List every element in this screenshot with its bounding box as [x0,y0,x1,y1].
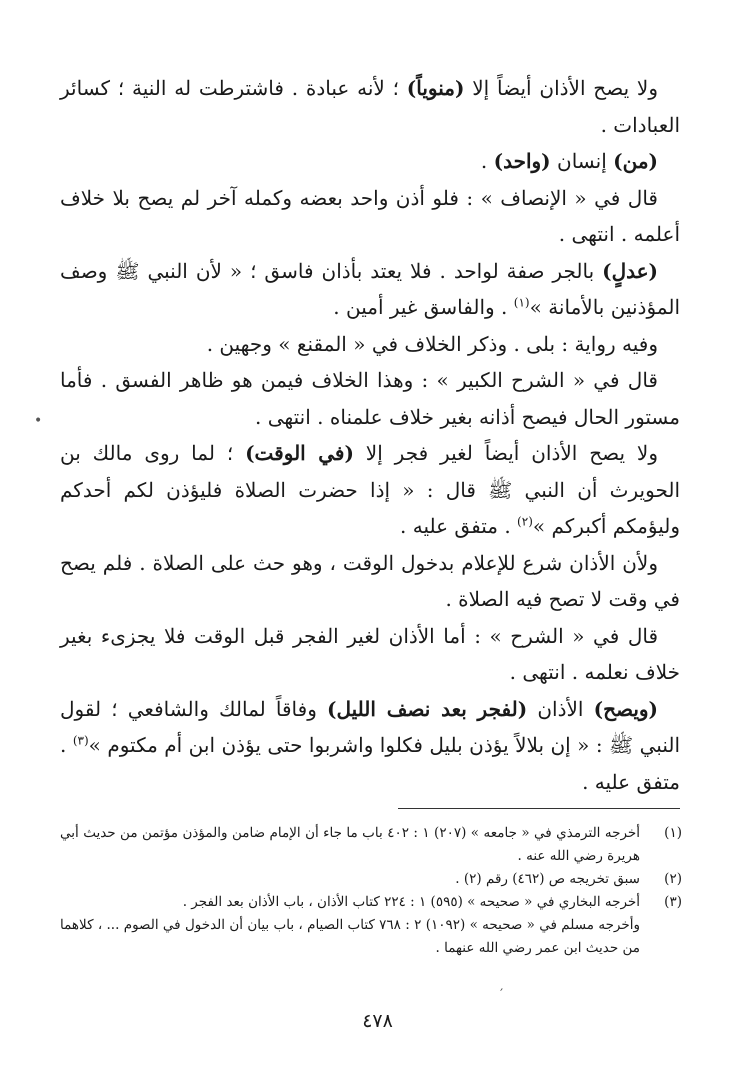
bold-term: (لفجر بعد نصف الليل) [327,696,528,721]
footnotes [60,822,682,960]
text-segment: بالجر صفة لواحد . فلا يعتد بأذان فاسق ؛ « لأن النبي ﷺ وصف المؤذنين بالأمانة » [60,258,680,319]
footnote [60,868,682,891]
paragraph [60,180,680,253]
paragraph [60,435,680,545]
paragraph [60,545,680,618]
bold-term: (في الوقت) [245,441,354,465]
footnote-number: (٢) [664,871,682,887]
footnote-text: وأخرجه مسلم في « صحيحه » (١٠٩٢) ٢ : ٧٦٨ كتاب الصيام ، باب بيان أن الدخول في الصوم ... ، كلاهما من حديث ابن عمر رضي الله عنهما . [60,917,640,956]
text-segment: ولا يصح الأذان أيضاً لغير فجر إلا [353,441,658,465]
text-segment: . والفاسق غير أمين . [333,295,514,319]
text-segment: . متفق عليه . [400,514,518,538]
bold-term: (عدلٍ) [602,258,658,283]
footnote-ref: (٣) [72,733,89,748]
margin-dot: • [34,413,43,429]
footnote [60,914,682,960]
paragraph [60,362,680,435]
text-segment: ؛ لأنه عبادة . فاشترطت له النية ؛ كسائر العبادات . [60,76,680,137]
bold-term: (ويصح) [593,696,659,721]
text-segment: وفاقاً لمالك والشافعي ؛ لقول النبي ﷺ : « إن بلالاً يؤذن بليل فكلوا واشربوا حتى يؤذن ابن أم مكتوم » [60,696,680,757]
margin-tick: ′ [500,987,504,1003]
footnote-number: (٣) [664,894,682,910]
text-segment: قال في « الإنصاف » : فلو أذن واحد بعضه وكمله آخر لم يصح بلا خلاف أعلمه . انتهى . [60,185,680,246]
footnote-number: (١) [664,825,682,841]
text-segment: الأذان [527,696,594,721]
text-segment: ولا يصح الأذان أيضاً إلا [464,76,658,100]
paragraph [60,326,680,363]
paragraph [60,253,680,326]
footnote-text: سبق تخريجه ص (٤٦٢) رقم (٢) . [455,871,640,887]
footnote-text: أخرجه البخاري في « صحيحه » (٥٩٥) ١ : ٢٢٤ كتاب الأذان ، باب الأذان بعد الفجر . [182,894,640,910]
text-segment: قال في « الشرح الكبير » : وهذا الخلاف فيمن هو ظاهر الفسق . فأما مستور الحال فيصح أذانه بغير خلاف علمناه . انتهى . [60,368,680,429]
text-segment: ؛ لما روى مالك بن الحويرث أن النبي ﷺ قال : « إذا حضرت الصلاة فليؤذن لكم أحدكم وليؤمكم أكبركم » [60,441,680,538]
footnote-text: أخرجه الترمذي في « جامعه » (٢٠٧) ١ : ٤٠٢ باب ما جاء أن الإمام ضامن والمؤذن مؤتمن من حديث أبي هريرة رضي الله عنه . [60,825,640,864]
page-number: ٤٧٨ [362,1010,393,1032]
text-segment: ولأن الأذان شرع للإعلام بدخول الوقت ، وهو حث على الصلاة . فلم يصح في وقت لا تصح فيه الصلاة . [60,550,680,611]
footnote-separator [398,808,680,809]
bold-term: (منوياً) [406,76,465,100]
paragraph [60,618,680,691]
bold-term: (واحد) [493,149,551,173]
footnote [60,891,682,914]
paragraph [60,691,680,801]
text-segment: . [480,149,494,173]
paragraph [60,70,680,143]
text-segment: . متفق عليه . [60,733,680,794]
main-text [60,70,680,800]
paragraph [60,143,680,180]
text-segment: قال في « الشرح » : أما الأذان لغير الفجر قبل الوقت فلا يجزىء بغير خلاف نعلمه . انتهى . [60,623,680,684]
bold-term: (من) [613,149,658,173]
text-segment: إنسان [550,149,614,173]
footnote [60,822,682,868]
footnote-ref: (٢) [517,514,533,529]
footnote-ref: (١) [513,295,530,310]
text-segment: وفيه رواية : بلى . وذكر الخلاف في « المقنع » وجهين . [206,331,658,356]
